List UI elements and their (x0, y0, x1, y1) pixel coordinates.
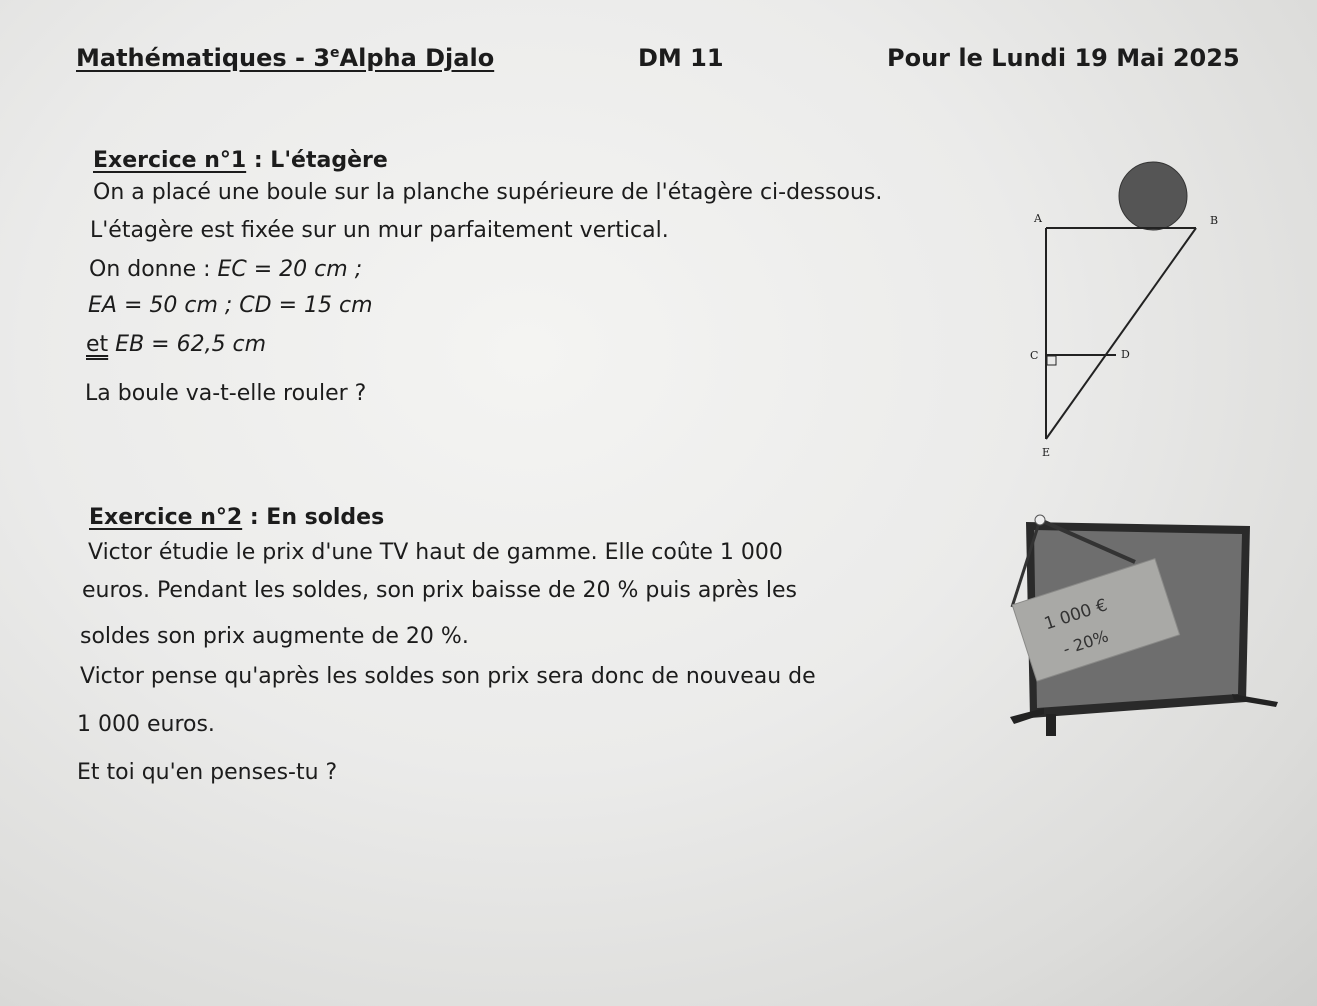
exercise1-given-line3 (86, 332, 266, 357)
exercise2-line5: 1 000 euros. (77, 712, 215, 737)
exercise1-separator: : (246, 148, 271, 173)
exercise1-given-line2: EA = 50 cm ; CD = 15 cm (88, 293, 373, 318)
exercise2-label: Exercice n°2 (89, 505, 243, 530)
exercise2-question: Et toi qu'en penses-tu ? (77, 760, 338, 785)
given-et: et (86, 332, 109, 357)
exercise1-question: La boule va-t-elle rouler ? (85, 381, 367, 406)
exercise2-line2: euros. Pendant les soldes, son prix baisse de 20 % puis après les (82, 578, 797, 603)
given-intro: On donne : (89, 257, 218, 282)
given-ec: EC = 20 cm ; (217, 257, 363, 282)
header-subject (76, 44, 494, 72)
given-eb: EB = 62,5 cm (108, 332, 267, 357)
exercise1-title: L'étagère (270, 148, 388, 173)
class-name: Alpha Djalo (339, 44, 495, 72)
tv-illustration (1000, 512, 1290, 742)
label-b: B (1210, 214, 1219, 227)
tag-price: 1 000 € (1041, 595, 1110, 635)
exercise2-title: En soldes (266, 505, 385, 530)
exercise1-heading (93, 148, 388, 173)
class-superscript: e (330, 45, 340, 61)
tv-stand-right (1232, 694, 1278, 707)
exercise1-label: Exercice n°1 (93, 148, 247, 173)
tag-hole (1035, 515, 1045, 525)
label-e: E (1042, 446, 1051, 459)
subject-label: Mathématiques - 3 (76, 44, 331, 72)
exercise2-heading (89, 505, 384, 530)
right-angle-mark (1047, 356, 1056, 365)
exercise1-line1: On a placé une boule sur la planche supérieure de l'étagère ci-dessous. (93, 180, 883, 205)
exercise1-given-line1 (89, 257, 362, 282)
shelf-figure (1020, 162, 1250, 462)
tag-discount: - 20% (1060, 626, 1111, 659)
exercise2-separator: : (242, 505, 267, 530)
homework-number: DM 11 (638, 44, 724, 72)
label-a: A (1034, 212, 1042, 225)
header-subject-text (76, 44, 494, 72)
exercise2-line3: soldes son prix augmente de 20 %. (80, 624, 469, 649)
ball-shape (1119, 162, 1187, 230)
label-c: C (1030, 349, 1039, 362)
exercise2-line4: Victor pense qu'après les soldes son prix sera donc de nouveau de (80, 664, 816, 689)
tv-foot (1046, 714, 1056, 736)
exercise2-line1: Victor étudie le prix d'une TV haut de gamme. Elle coûte 1 000 (88, 540, 783, 565)
exercise1-line2: L'étagère est fixée sur un mur parfaitement vertical. (90, 218, 669, 243)
due-date: Pour le Lundi 19 Mai 2025 (887, 44, 1240, 72)
label-d: D (1121, 348, 1130, 361)
segment-be (1046, 228, 1196, 439)
